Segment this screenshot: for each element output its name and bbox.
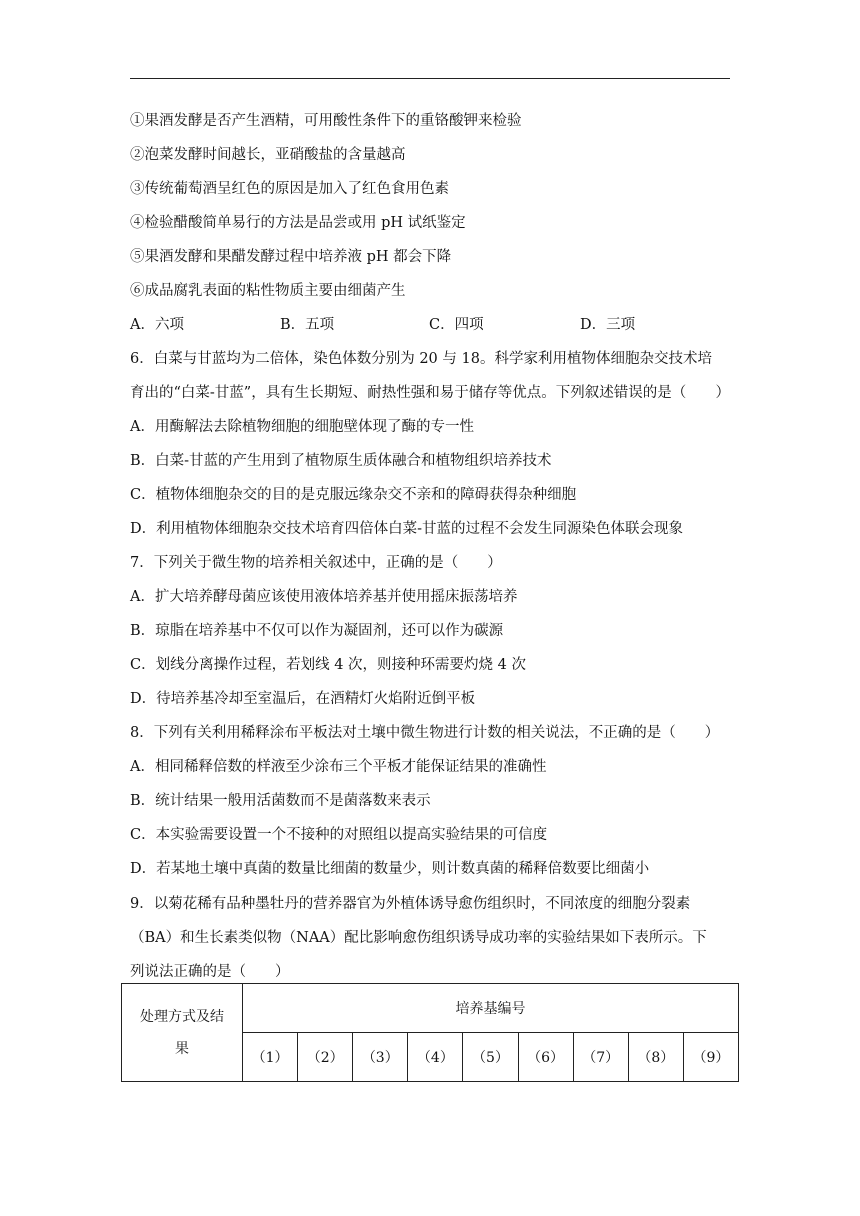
table-row-header: [122, 984, 243, 1082]
table-col-2: （2）: [298, 1033, 353, 1082]
q8-option-b[interactable]: B．统计结果一般用活菌数而不是菌落数来表示: [130, 793, 431, 809]
table-col-4: （4）: [408, 1033, 463, 1082]
q9-stem-line1: 9．以菊花稀有品种墨牡丹的营养器官为外植体诱导愈伤组织时，不同浓度的细胞分裂素: [130, 896, 691, 912]
table-col-3: （3）: [353, 1033, 408, 1082]
table-row-header-line1: 处理方式及结: [140, 1008, 224, 1025]
q5-option-b[interactable]: B．五项: [280, 317, 335, 333]
q9-stem-line2: （BA）和生长素类似物（NAA）配比影响愈伤组织诱导成功率的实验结果如下表所示。下: [130, 930, 707, 946]
q7-option-a[interactable]: A．扩大培养酵母菌应该使用液体培养基并使用摇床振荡培养: [130, 589, 518, 605]
q8-option-a[interactable]: A．相同稀释倍数的样液至少涂布三个平板才能保证结果的准确性: [130, 759, 547, 775]
q8-option-d[interactable]: D．若某地土壤中真菌的数量比细菌的数量少，则计数真菌的稀释倍数要比细菌小: [130, 861, 650, 877]
table-col-5: （5）: [463, 1033, 518, 1082]
q5-option-c[interactable]: C．四项: [429, 317, 484, 333]
table-col-9: （9）: [683, 1033, 738, 1082]
q5-option-d[interactable]: D．三项: [580, 317, 636, 333]
q7-option-c[interactable]: C．划线分离操作过程，若划线 4 次，则接种环需要灼烧 4 次: [130, 657, 526, 673]
statement-4: ④检验醋酸简单易行的方法是品尝或用 pH 试纸鉴定: [130, 215, 466, 231]
q6-stem-line2-text: 育出的“白菜-甘蓝”，具有生长期短、耐热性强和易于储存等优点。下列叙述错误的是（: [130, 385, 687, 401]
q8-stem: 8．下列有关利用稀释涂布平板法对土壤中微生物进行计数的相关说法，不正确的是（ ）: [130, 725, 720, 741]
q6-option-c[interactable]: C．植物体细胞杂交的目的是克服远缘杂交不亲和的障碍获得杂种细胞: [130, 487, 577, 503]
q8-option-c[interactable]: C．本实验需要设置一个不接种的对照组以提高实验结果的可信度: [130, 827, 548, 843]
q6-option-b[interactable]: B．白菜-甘蓝的产生用到了植物原生质体融合和植物组织培养技术: [130, 453, 552, 469]
q6-option-d[interactable]: D．利用植物体细胞杂交技术培育四倍体白菜-甘蓝的过程不会发生同源染色体联会现象: [130, 521, 684, 537]
q7-option-b[interactable]: B．琼脂在培养基中不仅可以作为凝固剂，还可以作为碳源: [130, 623, 504, 639]
statement-3: ③传统葡萄酒呈红色的原因是加入了红色食用色素: [130, 181, 449, 197]
statement-1: ①果酒发酵是否产生酒精，可用酸性条件下的重铬酸钾来检验: [130, 113, 522, 129]
table-col-6: （6）: [518, 1033, 573, 1082]
q5-options: [130, 315, 730, 335]
q6-stem-line2-paren: ）: [715, 385, 730, 401]
q6-stem-line2: [130, 383, 730, 403]
q6-option-a[interactable]: A．用酶解法去除植物细胞的细胞壁体现了酶的专一性: [130, 419, 474, 435]
statement-6: ⑥成品腐乳表面的粘性物质主要由细菌产生: [130, 283, 406, 299]
medium-table: [121, 983, 739, 1082]
q7-stem: 7．下列关于微生物的培养相关叙述中，正确的是（ ）: [130, 555, 502, 571]
q9-stem-line3: 列说法正确的是（ ）: [130, 964, 290, 980]
table-col-1: （1）: [243, 1033, 298, 1082]
statement-2: ②泡菜发酵时间越长，亚硝酸盐的含量越高: [130, 147, 406, 163]
q7-option-d[interactable]: D．待培养基冷却至室温后，在酒精灯火焰附近倒平板: [130, 691, 476, 707]
q6-stem-line1: 6．白菜与甘蓝均为二倍体，染色体数分别为 20 与 18。科学家利用植物体细胞杂交技术培: [130, 351, 712, 367]
table-group-header: 培养基编号: [243, 984, 739, 1033]
table-row-header-line2: 果: [175, 1040, 189, 1057]
header-rule: [130, 78, 730, 79]
table-col-8: （8）: [628, 1033, 683, 1082]
statement-5: ⑤果酒发酵和果醋发酵过程中培养液 pH 都会下降: [130, 249, 452, 265]
q5-option-a[interactable]: A．六项: [130, 317, 184, 333]
table-col-7: （7）: [573, 1033, 628, 1082]
